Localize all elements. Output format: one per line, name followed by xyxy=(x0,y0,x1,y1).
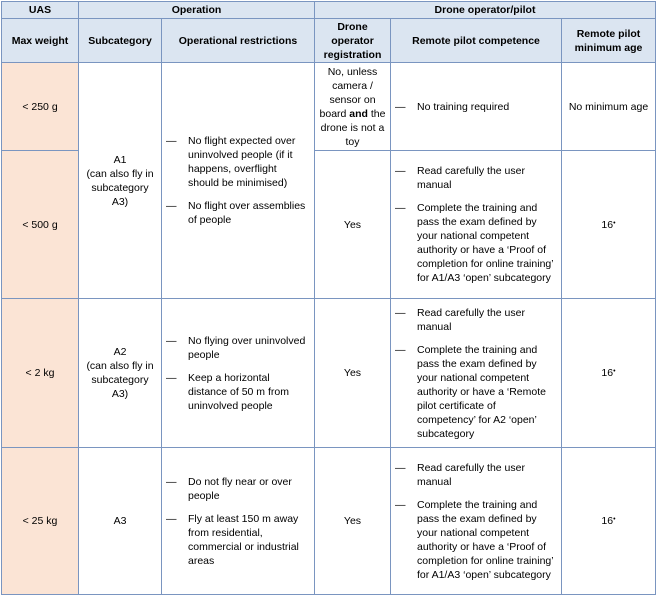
subcategory-label: A1 xyxy=(113,153,127,166)
min-age-cell: No minimum age xyxy=(562,63,656,151)
max-weight-cell: < 500 g xyxy=(2,151,79,299)
header-row-2 xyxy=(2,19,656,63)
header-max-weight: Max weight xyxy=(2,19,79,63)
header-remote-pilot-minimum-age: Remote pilot minimum age xyxy=(562,19,656,63)
restrictions-cell-a1 xyxy=(162,63,315,299)
list-item: — Fly at least 150 m away from residential, commercial or industrial areas xyxy=(166,512,310,568)
max-weight-cell: < 25 kg xyxy=(2,448,79,595)
list-item: — Complete the training and pass the exam defined by your national competent authority or have a ‘Remote pilot certificate of competency’ for A2 ‘open’ subcategory xyxy=(395,343,557,441)
competence-list xyxy=(395,306,557,441)
table-row-a3 xyxy=(2,448,656,595)
restrictions-cell-a3 xyxy=(162,448,315,595)
competence-cell xyxy=(391,151,562,299)
header-operation: Operation xyxy=(79,2,315,19)
subcategory-label: A2 xyxy=(113,346,127,358)
min-age-cell: 16• xyxy=(562,299,656,448)
header-subcategory: Subcategory xyxy=(79,19,162,63)
list-item: — Read carefully the user manual xyxy=(395,461,557,489)
list-item: — Read carefully the user manual xyxy=(395,306,557,334)
list-item: — No flight expected over uninvolved people (if it happens, overflight should be minimised) xyxy=(166,134,310,190)
list-item: — Complete the training and pass the exam defined by your national competent authority or have a ‘Proof of completion for online training’ for A1/A3 ‘open’ subcategory xyxy=(395,498,557,582)
table-row-a2 xyxy=(2,299,656,448)
max-weight-cell: < 2 kg xyxy=(2,299,79,448)
list-item: — Keep a horizontal distance of 50 m from uninvolved people xyxy=(166,371,310,413)
restrictions-cell-a2 xyxy=(162,299,315,448)
list-item: — Read carefully the user manual xyxy=(395,164,557,192)
competence-list xyxy=(395,100,557,114)
registration-cell: No, unless camera / sensor on board and the drone is not a toy xyxy=(315,63,391,151)
header-drone-operator-pilot: Drone operator/pilot xyxy=(315,2,656,19)
competence-list xyxy=(395,164,557,285)
restrictions-list xyxy=(166,334,310,413)
max-weight-cell: < 250 g xyxy=(2,63,79,151)
competence-cell xyxy=(391,299,562,448)
competence-list xyxy=(395,461,557,582)
header-operational-restrictions: Operational restrictions xyxy=(162,19,315,63)
competence-cell xyxy=(391,63,562,151)
header-row-1 xyxy=(2,2,656,19)
header-remote-pilot-competence: Remote pilot competence xyxy=(391,19,562,63)
registration-cell: Yes xyxy=(315,151,391,299)
restrictions-list xyxy=(166,134,310,227)
subcategory-note: (can also fly in subcategory A3) xyxy=(86,167,154,208)
registration-cell: Yes xyxy=(315,448,391,595)
subcategory-cell-a1 xyxy=(79,63,162,299)
list-item: — No flight over assemblies of people xyxy=(166,199,310,227)
min-age-cell: 16• xyxy=(562,151,656,299)
subcategory-cell-a3: A3 xyxy=(79,448,162,595)
list-item: — No training required xyxy=(395,100,557,114)
min-age-cell: 16• xyxy=(562,448,656,595)
list-item: — Complete the training and pass the exam defined by your national competent authority or have a ‘Proof of completion for online training’ for A1/A3 ‘open’ subcategory xyxy=(395,201,557,285)
table-row-a1-250g xyxy=(2,63,656,151)
list-item: — No flying over uninvolved people xyxy=(166,334,310,362)
uas-categories-table xyxy=(1,1,656,595)
competence-cell xyxy=(391,448,562,595)
header-drone-operator-registration: Drone operator registration xyxy=(315,19,391,63)
subcategory-note: (can also fly in subcategory A3) xyxy=(86,360,154,400)
subcategory-cell-a2 xyxy=(79,299,162,448)
header-uas: UAS xyxy=(2,2,79,19)
restrictions-list xyxy=(166,475,310,568)
registration-cell: Yes xyxy=(315,299,391,448)
list-item: — Do not fly near or over people xyxy=(166,475,310,503)
